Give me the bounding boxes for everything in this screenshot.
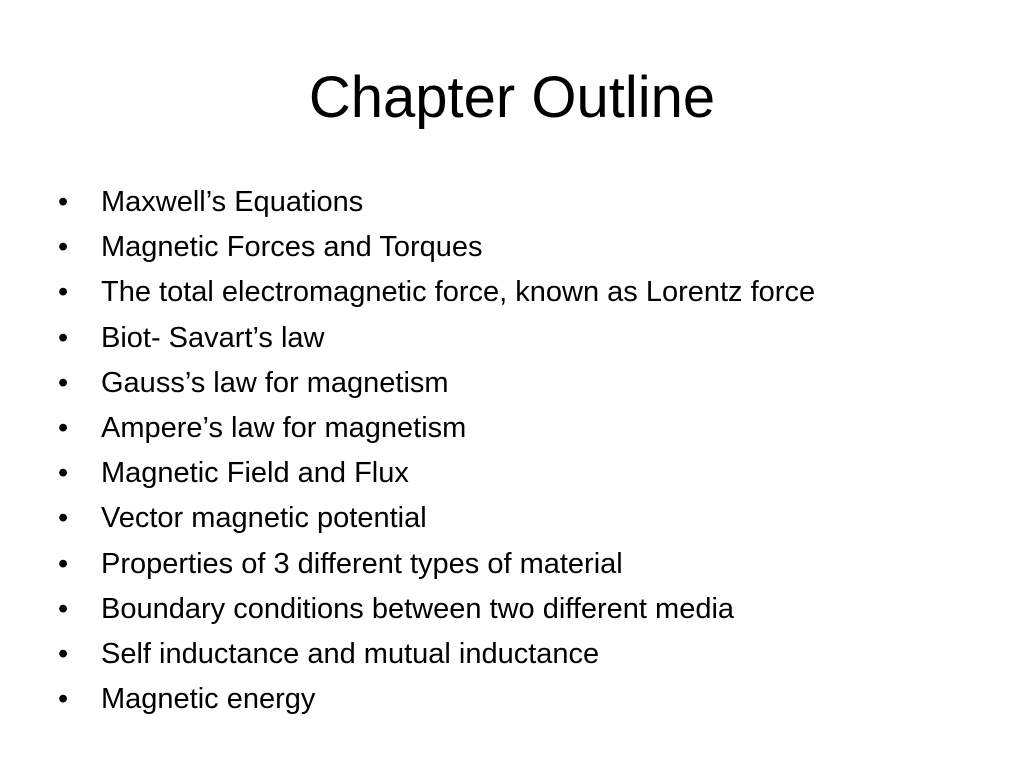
bullet-icon: • <box>58 502 69 535</box>
bullet-icon: • <box>58 276 69 309</box>
bullet-text: Boundary conditions between two different media <box>101 592 735 625</box>
bullet-text: Biot- Savart’s law <box>101 321 325 354</box>
bullet-text: Maxwell’s Equations <box>101 186 364 218</box>
bullet-icon: • <box>58 321 69 354</box>
bullet-text: Properties of 3 different types of material <box>101 547 623 580</box>
bullet-icon: • <box>58 366 69 399</box>
bullet-icon: • <box>58 231 69 264</box>
bullet-text: Magnetic Forces and Torques <box>101 231 483 264</box>
bullet-text: Self inductance and mutual inductance <box>101 637 600 670</box>
bullet-text: The total electromagnetic force, known as Lorentz force <box>101 276 816 309</box>
bullet-icon: • <box>58 683 69 716</box>
slide-title: Chapter Outline <box>308 65 716 130</box>
bullet-icon: • <box>58 547 69 580</box>
bullet-icon: • <box>58 411 69 444</box>
bullet-icon: • <box>58 592 69 625</box>
bullet-icon: • <box>58 637 69 670</box>
bullet-text: Gauss’s law for magnetism <box>101 366 449 399</box>
bullet-text: Magnetic Field and Flux <box>101 457 409 490</box>
bullet-text: Magnetic energy <box>101 683 316 716</box>
bullet-text: Vector magnetic potential <box>101 502 427 535</box>
bullet-icon: • <box>58 457 69 490</box>
bullet-text: Ampere’s law for magnetism <box>101 411 467 444</box>
bullet-icon: • <box>58 186 69 218</box>
